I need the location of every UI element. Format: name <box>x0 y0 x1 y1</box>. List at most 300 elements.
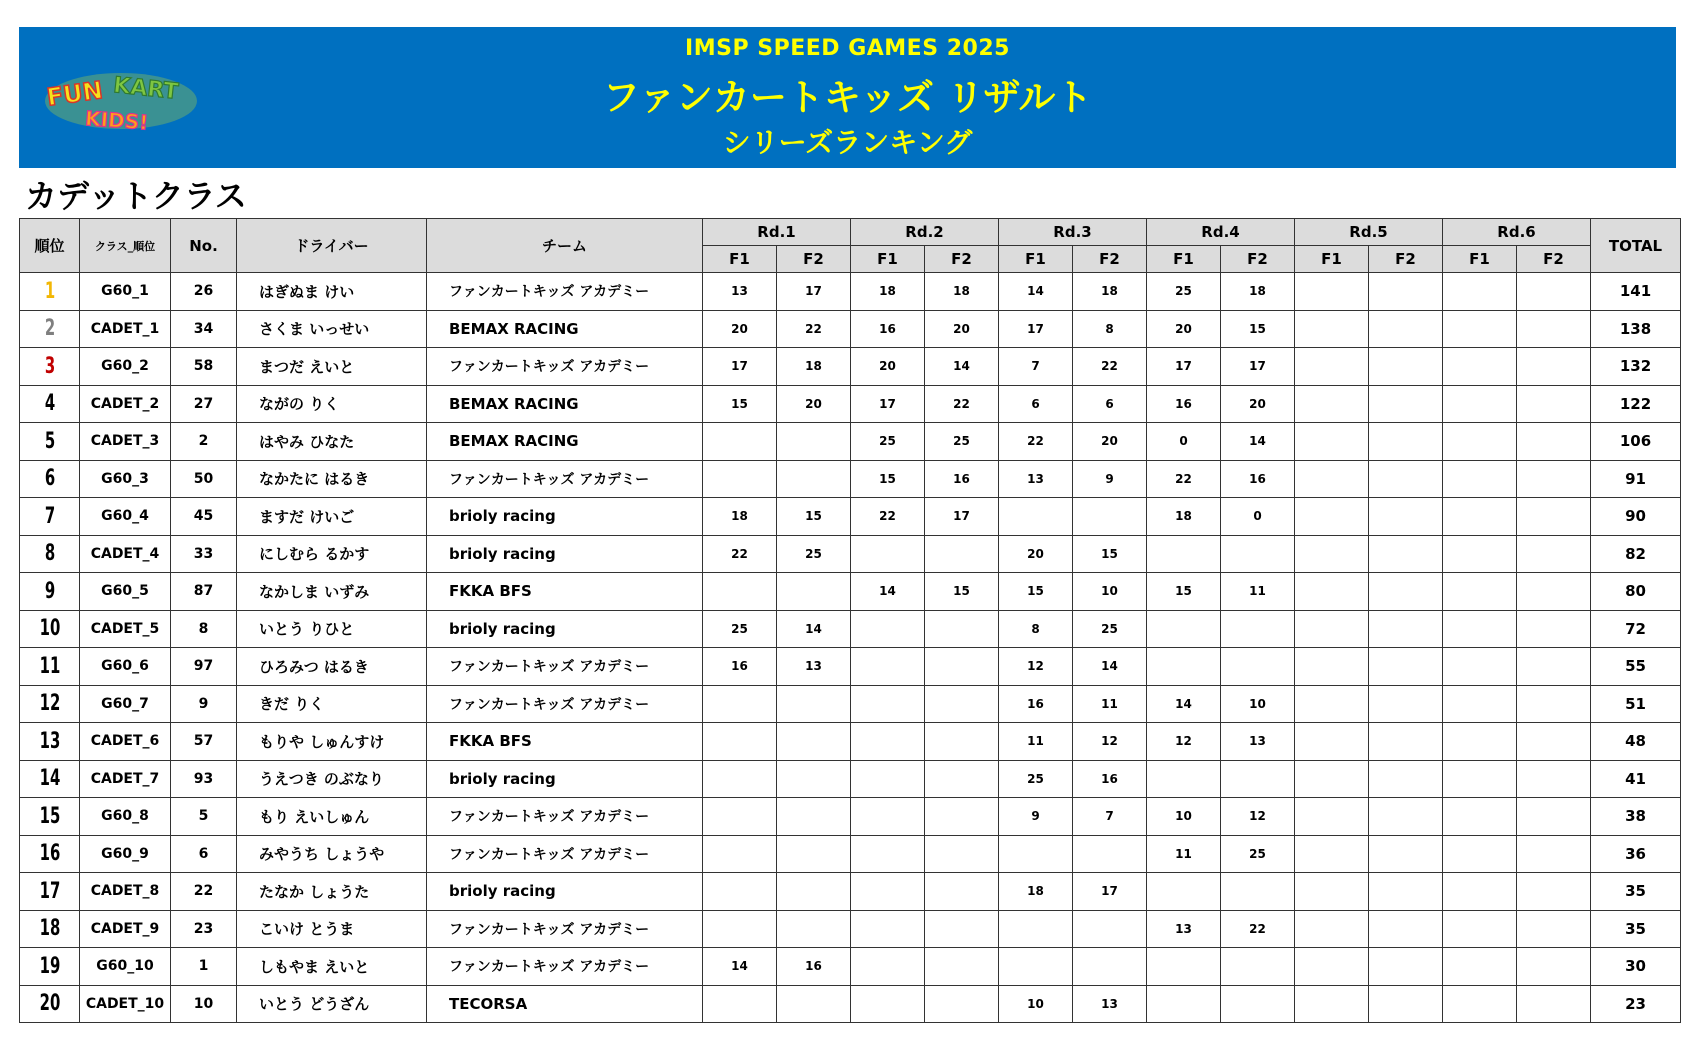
rank-cell: 12 <box>27 685 72 723</box>
score-rd2-f1: 25 <box>851 423 925 461</box>
total-cell: 132 <box>1591 348 1681 386</box>
table-row <box>20 348 1681 386</box>
team-cell: brioly racing <box>427 535 703 573</box>
class-rank-cell: CADET_6 <box>80 723 171 761</box>
score-rd1-f1 <box>703 573 777 611</box>
score-rd1-f2: 16 <box>777 948 851 986</box>
score-rd6-f1 <box>1443 760 1517 798</box>
driver-cell: いとう どうざん <box>237 985 427 1023</box>
score-rd6-f2 <box>1517 835 1591 873</box>
score-rd3-f1: 12 <box>999 648 1073 686</box>
page-title: ファンカートキッズ リザルト <box>602 76 1093 119</box>
score-rd1-f2 <box>777 685 851 723</box>
score-rd3-f1: 18 <box>999 873 1073 911</box>
score-rd1-f2: 15 <box>777 498 851 536</box>
car-number-cell: 27 <box>171 385 237 423</box>
car-number-cell: 5 <box>171 798 237 836</box>
score-rd5-f2 <box>1369 873 1443 911</box>
score-rd6-f1 <box>1443 985 1517 1023</box>
score-rd6-f1 <box>1443 948 1517 986</box>
driver-cell: なかたに はるき <box>237 460 427 498</box>
score-rd1-f2 <box>777 873 851 911</box>
score-rd5-f2 <box>1369 423 1443 461</box>
score-rd3-f2: 15 <box>1073 535 1147 573</box>
car-number-cell: 33 <box>171 535 237 573</box>
score-rd2-f2: 20 <box>925 310 999 348</box>
score-rd1-f2: 17 <box>777 273 851 311</box>
score-rd3-f2: 18 <box>1073 273 1147 311</box>
driver-cell: たなか しょうた <box>237 873 427 911</box>
score-rd6-f2 <box>1517 723 1591 761</box>
score-rd3-f1: 11 <box>999 723 1073 761</box>
score-rd1-f1: 20 <box>703 310 777 348</box>
team-cell: FKKA BFS <box>427 723 703 761</box>
rank-cell: 9 <box>27 573 72 611</box>
score-rd3-f1: 17 <box>999 310 1073 348</box>
header-rd3-f2: F2 <box>1073 246 1147 273</box>
table-row <box>20 760 1681 798</box>
score-rd1-f1 <box>703 910 777 948</box>
class-rank-cell: G60_1 <box>80 273 171 311</box>
score-rd3-f2: 25 <box>1073 610 1147 648</box>
score-rd2-f1: 15 <box>851 460 925 498</box>
class-rank-cell: G60_8 <box>80 798 171 836</box>
class-rank-cell: CADET_8 <box>80 873 171 911</box>
score-rd4-f2: 12 <box>1221 798 1295 836</box>
score-rd2-f2: 18 <box>925 273 999 311</box>
score-rd5-f1 <box>1295 610 1369 648</box>
score-rd2-f1 <box>851 873 925 911</box>
header-round-3: Rd.3 <box>999 219 1147 246</box>
score-rd4-f1 <box>1147 610 1221 648</box>
score-rd1-f2 <box>777 910 851 948</box>
team-cell: ファンカートキッズ アカデミー <box>427 460 703 498</box>
score-rd3-f1: 13 <box>999 460 1073 498</box>
score-rd4-f1: 14 <box>1147 685 1221 723</box>
rank-cell: 11 <box>27 648 72 686</box>
rank-cell: 8 <box>27 535 72 573</box>
score-rd4-f1 <box>1147 648 1221 686</box>
score-rd6-f2 <box>1517 273 1591 311</box>
team-cell: TECORSA <box>427 985 703 1023</box>
class-rank-cell: G60_3 <box>80 460 171 498</box>
rank-cell: 15 <box>27 798 72 836</box>
class-rank-cell: G60_5 <box>80 573 171 611</box>
score-rd4-f2 <box>1221 985 1295 1023</box>
score-rd6-f1 <box>1443 348 1517 386</box>
total-cell: 90 <box>1591 498 1681 536</box>
score-rd1-f1 <box>703 873 777 911</box>
score-rd1-f1: 16 <box>703 648 777 686</box>
score-rd4-f2 <box>1221 610 1295 648</box>
score-rd1-f1 <box>703 723 777 761</box>
rank-cell: 5 <box>27 423 72 461</box>
rank-cell: 7 <box>27 498 72 536</box>
driver-cell: はやみ ひなた <box>237 423 427 461</box>
score-rd5-f1 <box>1295 460 1369 498</box>
score-rd3-f1: 20 <box>999 535 1073 573</box>
score-rd5-f2 <box>1369 835 1443 873</box>
score-rd6-f1 <box>1443 460 1517 498</box>
score-rd1-f1: 22 <box>703 535 777 573</box>
score-rd4-f1 <box>1147 760 1221 798</box>
rank-cell: 6 <box>27 460 72 498</box>
score-rd5-f1 <box>1295 835 1369 873</box>
total-cell: 122 <box>1591 385 1681 423</box>
results-table <box>19 218 1681 1023</box>
class-rank-cell: CADET_2 <box>80 385 171 423</box>
score-rd6-f2 <box>1517 310 1591 348</box>
total-cell: 82 <box>1591 535 1681 573</box>
total-cell: 38 <box>1591 798 1681 836</box>
header-banner <box>19 27 1676 168</box>
total-cell: 72 <box>1591 610 1681 648</box>
header-team: チーム <box>427 219 703 273</box>
rank-cell: 19 <box>27 948 72 986</box>
score-rd3-f2 <box>1073 498 1147 536</box>
score-rd4-f2: 16 <box>1221 460 1295 498</box>
header-rd4-f1: F1 <box>1147 246 1221 273</box>
score-rd4-f2 <box>1221 535 1295 573</box>
score-rd6-f1 <box>1443 648 1517 686</box>
total-cell: 51 <box>1591 685 1681 723</box>
score-rd6-f1 <box>1443 535 1517 573</box>
car-number-cell: 57 <box>171 723 237 761</box>
score-rd6-f2 <box>1517 460 1591 498</box>
score-rd3-f2: 8 <box>1073 310 1147 348</box>
score-rd2-f2 <box>925 760 999 798</box>
table-row <box>20 798 1681 836</box>
score-rd4-f1: 12 <box>1147 723 1221 761</box>
total-cell: 106 <box>1591 423 1681 461</box>
score-rd1-f1 <box>703 685 777 723</box>
driver-cell: ながの りく <box>237 385 427 423</box>
score-rd4-f1 <box>1147 535 1221 573</box>
score-rd5-f2 <box>1369 273 1443 311</box>
rank-cell: 3 <box>27 348 72 386</box>
rank-cell: 16 <box>27 835 72 873</box>
score-rd2-f2: 25 <box>925 423 999 461</box>
score-rd5-f1 <box>1295 573 1369 611</box>
total-cell: 80 <box>1591 573 1681 611</box>
car-number-cell: 8 <box>171 610 237 648</box>
score-rd6-f1 <box>1443 385 1517 423</box>
team-cell: brioly racing <box>427 610 703 648</box>
table-row <box>20 385 1681 423</box>
score-rd5-f1 <box>1295 685 1369 723</box>
score-rd3-f2: 20 <box>1073 423 1147 461</box>
driver-cell: ますだ けいご <box>237 498 427 536</box>
score-rd5-f2 <box>1369 573 1443 611</box>
header-rd2-f2: F2 <box>925 246 999 273</box>
score-rd2-f1: 17 <box>851 385 925 423</box>
score-rd5-f1 <box>1295 535 1369 573</box>
score-rd4-f1 <box>1147 985 1221 1023</box>
team-cell: ファンカートキッズ アカデミー <box>427 948 703 986</box>
score-rd2-f1: 20 <box>851 348 925 386</box>
score-rd5-f2 <box>1369 310 1443 348</box>
score-rd2-f2 <box>925 835 999 873</box>
score-rd5-f2 <box>1369 798 1443 836</box>
score-rd2-f2 <box>925 648 999 686</box>
header-round-2: Rd.2 <box>851 219 999 246</box>
header-no: No. <box>171 219 237 273</box>
svg-text:KART: KART <box>112 73 180 105</box>
score-rd4-f2: 11 <box>1221 573 1295 611</box>
header-round-4: Rd.4 <box>1147 219 1295 246</box>
score-rd6-f2 <box>1517 685 1591 723</box>
header-round-6: Rd.6 <box>1443 219 1591 246</box>
team-cell: BEMAX RACING <box>427 423 703 461</box>
rank-cell: 13 <box>27 723 72 761</box>
class-rank-cell: CADET_7 <box>80 760 171 798</box>
score-rd2-f1 <box>851 985 925 1023</box>
score-rd6-f1 <box>1443 873 1517 911</box>
class-rank-cell: G60_6 <box>80 648 171 686</box>
car-number-cell: 1 <box>171 948 237 986</box>
driver-cell: きだ りく <box>237 685 427 723</box>
car-number-cell: 23 <box>171 910 237 948</box>
score-rd6-f1 <box>1443 835 1517 873</box>
score-rd6-f1 <box>1443 723 1517 761</box>
score-rd3-f2: 11 <box>1073 685 1147 723</box>
team-cell: BEMAX RACING <box>427 385 703 423</box>
score-rd1-f1 <box>703 985 777 1023</box>
car-number-cell: 22 <box>171 873 237 911</box>
team-cell: ファンカートキッズ アカデミー <box>427 798 703 836</box>
score-rd3-f1 <box>999 910 1073 948</box>
team-cell: ファンカートキッズ アカデミー <box>427 835 703 873</box>
class-title: カデットクラス <box>25 177 247 215</box>
score-rd4-f2: 13 <box>1221 723 1295 761</box>
score-rd3-f1: 16 <box>999 685 1073 723</box>
driver-cell: しもやま えいと <box>237 948 427 986</box>
score-rd3-f2: 14 <box>1073 648 1147 686</box>
car-number-cell: 97 <box>171 648 237 686</box>
header-rank: 順位 <box>20 219 80 273</box>
score-rd5-f2 <box>1369 760 1443 798</box>
score-rd4-f1 <box>1147 948 1221 986</box>
score-rd4-f1: 13 <box>1147 910 1221 948</box>
score-rd3-f2: 22 <box>1073 348 1147 386</box>
class-rank-cell: CADET_3 <box>80 423 171 461</box>
score-rd5-f2 <box>1369 385 1443 423</box>
score-rd2-f2 <box>925 798 999 836</box>
total-cell: 41 <box>1591 760 1681 798</box>
score-rd5-f1 <box>1295 798 1369 836</box>
score-rd6-f2 <box>1517 648 1591 686</box>
car-number-cell: 50 <box>171 460 237 498</box>
score-rd3-f1: 7 <box>999 348 1073 386</box>
car-number-cell: 9 <box>171 685 237 723</box>
score-rd2-f2 <box>925 910 999 948</box>
score-rd5-f1 <box>1295 760 1369 798</box>
class-rank-cell: CADET_1 <box>80 310 171 348</box>
score-rd5-f2 <box>1369 723 1443 761</box>
score-rd3-f1: 14 <box>999 273 1073 311</box>
score-rd5-f1 <box>1295 423 1369 461</box>
score-rd1-f2 <box>777 985 851 1023</box>
score-rd6-f1 <box>1443 610 1517 648</box>
score-rd4-f2: 10 <box>1221 685 1295 723</box>
score-rd6-f2 <box>1517 760 1591 798</box>
score-rd1-f2: 14 <box>777 610 851 648</box>
score-rd5-f2 <box>1369 910 1443 948</box>
class-rank-cell: CADET_5 <box>80 610 171 648</box>
score-rd4-f1 <box>1147 873 1221 911</box>
header-rd2-f1: F1 <box>851 246 925 273</box>
score-rd1-f2: 18 <box>777 348 851 386</box>
score-rd5-f2 <box>1369 498 1443 536</box>
score-rd2-f1: 18 <box>851 273 925 311</box>
table-row <box>20 535 1681 573</box>
driver-cell: まつだ えいと <box>237 348 427 386</box>
total-cell: 91 <box>1591 460 1681 498</box>
score-rd6-f2 <box>1517 573 1591 611</box>
team-cell: brioly racing <box>427 873 703 911</box>
page-subtitle: シリーズランキング <box>722 126 973 159</box>
score-rd5-f1 <box>1295 348 1369 386</box>
score-rd4-f1: 22 <box>1147 460 1221 498</box>
score-rd4-f2 <box>1221 873 1295 911</box>
score-rd3-f2: 16 <box>1073 760 1147 798</box>
score-rd2-f2: 14 <box>925 348 999 386</box>
score-rd1-f2 <box>777 835 851 873</box>
score-rd2-f2: 17 <box>925 498 999 536</box>
score-rd4-f1: 10 <box>1147 798 1221 836</box>
driver-cell: ひろみつ はるき <box>237 648 427 686</box>
score-rd1-f1: 18 <box>703 498 777 536</box>
driver-cell: もりや しゅんすけ <box>237 723 427 761</box>
score-rd3-f2: 6 <box>1073 385 1147 423</box>
score-rd6-f2 <box>1517 348 1591 386</box>
header-rd6-f1: F1 <box>1443 246 1517 273</box>
score-rd6-f2 <box>1517 423 1591 461</box>
score-rd3-f1: 6 <box>999 385 1073 423</box>
car-number-cell: 10 <box>171 985 237 1023</box>
team-cell: FKKA BFS <box>427 573 703 611</box>
car-number-cell: 93 <box>171 760 237 798</box>
team-cell: brioly racing <box>427 760 703 798</box>
score-rd5-f2 <box>1369 610 1443 648</box>
score-rd5-f1 <box>1295 985 1369 1023</box>
score-rd2-f1 <box>851 760 925 798</box>
table-row <box>20 460 1681 498</box>
score-rd2-f2 <box>925 723 999 761</box>
total-cell: 35 <box>1591 910 1681 948</box>
rank-cell: 2 <box>27 310 72 348</box>
table-row <box>20 985 1681 1023</box>
score-rd4-f1: 0 <box>1147 423 1221 461</box>
class-rank-cell: G60_10 <box>80 948 171 986</box>
score-rd2-f1 <box>851 648 925 686</box>
table-row <box>20 835 1681 873</box>
score-rd4-f2: 25 <box>1221 835 1295 873</box>
score-rd2-f1 <box>851 610 925 648</box>
score-rd6-f2 <box>1517 798 1591 836</box>
team-cell: ファンカートキッズ アカデミー <box>427 273 703 311</box>
team-cell: ファンカートキッズ アカデミー <box>427 348 703 386</box>
score-rd3-f2: 7 <box>1073 798 1147 836</box>
score-rd3-f1: 8 <box>999 610 1073 648</box>
table-row <box>20 873 1681 911</box>
table-row <box>20 423 1681 461</box>
score-rd5-f2 <box>1369 948 1443 986</box>
score-rd4-f2: 20 <box>1221 385 1295 423</box>
score-rd3-f1: 15 <box>999 573 1073 611</box>
score-rd1-f1: 15 <box>703 385 777 423</box>
score-rd5-f2 <box>1369 685 1443 723</box>
table-row <box>20 273 1681 311</box>
driver-cell: こいけ とうま <box>237 910 427 948</box>
score-rd1-f2 <box>777 423 851 461</box>
score-rd3-f2: 13 <box>1073 985 1147 1023</box>
score-rd3-f2: 17 <box>1073 873 1147 911</box>
score-rd2-f1 <box>851 798 925 836</box>
total-cell: 35 <box>1591 873 1681 911</box>
team-cell: BEMAX RACING <box>427 310 703 348</box>
score-rd4-f1: 11 <box>1147 835 1221 873</box>
score-rd1-f1 <box>703 760 777 798</box>
score-rd6-f1 <box>1443 910 1517 948</box>
score-rd4-f2: 22 <box>1221 910 1295 948</box>
score-rd4-f2: 15 <box>1221 310 1295 348</box>
score-rd2-f2 <box>925 873 999 911</box>
header-rd6-f2: F2 <box>1517 246 1591 273</box>
score-rd6-f1 <box>1443 798 1517 836</box>
rank-cell: 10 <box>27 610 72 648</box>
score-rd6-f2 <box>1517 535 1591 573</box>
score-rd1-f2: 25 <box>777 535 851 573</box>
score-rd1-f1: 25 <box>703 610 777 648</box>
score-rd1-f2 <box>777 760 851 798</box>
total-cell: 48 <box>1591 723 1681 761</box>
score-rd4-f2: 17 <box>1221 348 1295 386</box>
score-rd3-f2: 9 <box>1073 460 1147 498</box>
table-row <box>20 685 1681 723</box>
driver-cell: にしむら るかす <box>237 535 427 573</box>
score-rd6-f1 <box>1443 423 1517 461</box>
score-rd1-f2: 20 <box>777 385 851 423</box>
score-rd3-f1 <box>999 498 1073 536</box>
score-rd5-f1 <box>1295 910 1369 948</box>
score-rd2-f2: 16 <box>925 460 999 498</box>
class-rank-cell: CADET_10 <box>80 985 171 1023</box>
svg-text:KIDS!: KIDS! <box>84 106 150 135</box>
score-rd4-f2 <box>1221 760 1295 798</box>
car-number-cell: 26 <box>171 273 237 311</box>
score-rd3-f1: 25 <box>999 760 1073 798</box>
score-rd4-f1: 20 <box>1147 310 1221 348</box>
driver-cell: みやうち しょうや <box>237 835 427 873</box>
score-rd1-f1: 13 <box>703 273 777 311</box>
score-rd1-f2 <box>777 573 851 611</box>
score-rd3-f2: 10 <box>1073 573 1147 611</box>
score-rd5-f2 <box>1369 648 1443 686</box>
score-rd5-f1 <box>1295 648 1369 686</box>
rank-cell: 4 <box>27 385 72 423</box>
header-round-1: Rd.1 <box>703 219 851 246</box>
total-cell: 55 <box>1591 648 1681 686</box>
score-rd5-f2 <box>1369 460 1443 498</box>
score-rd2-f2 <box>925 610 999 648</box>
team-cell: brioly racing <box>427 498 703 536</box>
score-rd2-f1 <box>851 835 925 873</box>
score-rd1-f1 <box>703 835 777 873</box>
car-number-cell: 34 <box>171 310 237 348</box>
score-rd6-f1 <box>1443 273 1517 311</box>
total-cell: 30 <box>1591 948 1681 986</box>
